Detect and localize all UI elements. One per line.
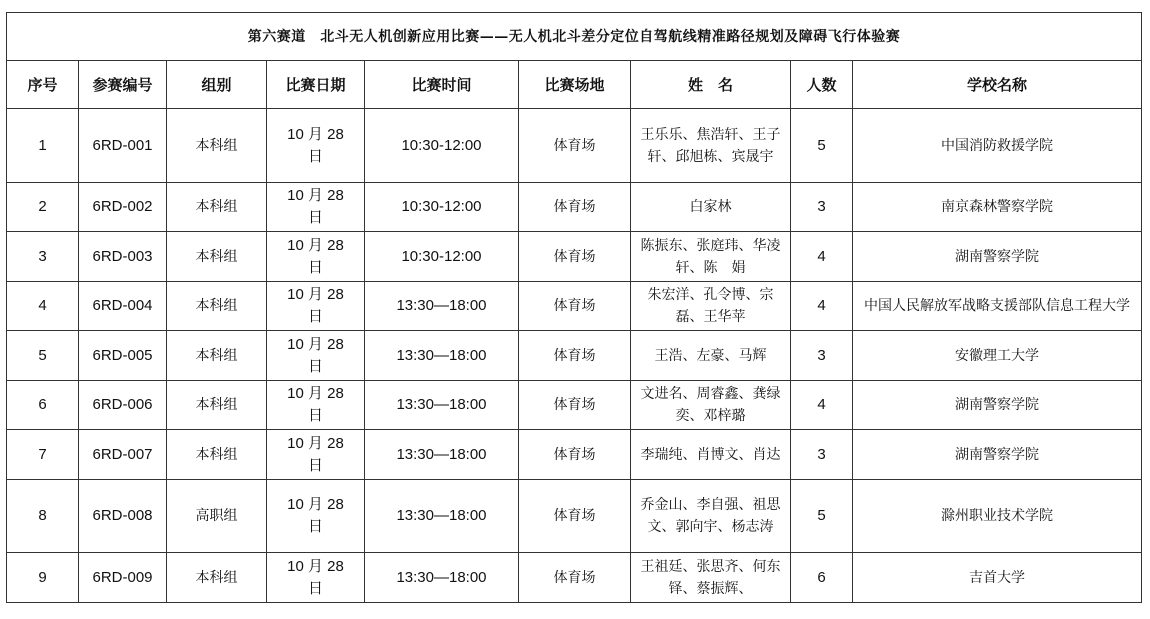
cell-names: 王祖廷、张思齐、何东铎、蔡振辉、	[631, 553, 791, 603]
cell-index: 4	[7, 282, 79, 331]
cell-time: 13:30—18:00	[365, 381, 519, 430]
cell-count: 3	[791, 430, 853, 480]
cell-time: 10:30-12:00	[365, 183, 519, 232]
cell-time: 13:30—18:00	[365, 480, 519, 553]
cell-count: 5	[791, 480, 853, 553]
cell-school: 湖南警察学院	[853, 232, 1142, 282]
cell-index: 8	[7, 480, 79, 553]
schedule-table	[6, 12, 1142, 603]
cell-names: 李瑞纯、肖博文、肖达	[631, 430, 791, 480]
cell-code: 6RD-009	[79, 553, 167, 603]
table-row	[7, 282, 1142, 331]
cell-school: 中国消防救援学院	[853, 109, 1142, 183]
cell-time: 10:30-12:00	[365, 109, 519, 183]
cell-names: 朱宏洋、孔令博、宗磊、王华苹	[631, 282, 791, 331]
cell-date: 10 月 28 日	[267, 480, 365, 553]
cell-index: 6	[7, 381, 79, 430]
table-row	[7, 381, 1142, 430]
cell-count: 6	[791, 553, 853, 603]
cell-code: 6RD-005	[79, 331, 167, 381]
cell-names: 白家林	[631, 183, 791, 232]
cell-venue: 体育场	[519, 232, 631, 282]
cell-school: 湖南警察学院	[853, 381, 1142, 430]
cell-school: 滁州职业技术学院	[853, 480, 1142, 553]
cell-school: 中国人民解放军战略支援部队信息工程大学	[853, 282, 1142, 331]
header-time: 比赛时间	[365, 61, 519, 109]
cell-names: 王浩、左豪、马辉	[631, 331, 791, 381]
cell-index: 7	[7, 430, 79, 480]
table-row	[7, 553, 1142, 603]
cell-names: 文进名、周睿鑫、龚绿奕、邓梓璐	[631, 381, 791, 430]
cell-date: 10 月 28 日	[267, 282, 365, 331]
table-row	[7, 480, 1142, 553]
cell-venue: 体育场	[519, 553, 631, 603]
table-title: 第六赛道 北斗无人机创新应用比赛——无人机北斗差分定位自驾航线精准路径规划及障碍飞行体验赛	[7, 13, 1142, 61]
table-row	[7, 183, 1142, 232]
cell-venue: 体育场	[519, 480, 631, 553]
cell-names: 乔金山、李自强、祖思文、郭向宇、杨志涛	[631, 480, 791, 553]
cell-venue: 体育场	[519, 282, 631, 331]
header-row	[7, 61, 1142, 109]
table-row	[7, 430, 1142, 480]
cell-group: 本科组	[167, 331, 267, 381]
cell-code: 6RD-006	[79, 381, 167, 430]
cell-names: 王乐乐、焦浩轩、王子轩、邱旭栋、宾晟宇	[631, 109, 791, 183]
table-row	[7, 232, 1142, 282]
header-school: 学校名称	[853, 61, 1142, 109]
cell-venue: 体育场	[519, 381, 631, 430]
cell-date: 10 月 28 日	[267, 381, 365, 430]
cell-school: 安徽理工大学	[853, 331, 1142, 381]
cell-venue: 体育场	[519, 331, 631, 381]
cell-time: 13:30—18:00	[365, 430, 519, 480]
cell-school: 吉首大学	[853, 553, 1142, 603]
cell-school: 湖南警察学院	[853, 430, 1142, 480]
header-date: 比赛日期	[267, 61, 365, 109]
cell-index: 9	[7, 553, 79, 603]
table-row	[7, 109, 1142, 183]
title-row	[7, 13, 1142, 61]
cell-count: 4	[791, 282, 853, 331]
cell-venue: 体育场	[519, 109, 631, 183]
cell-time: 13:30—18:00	[365, 282, 519, 331]
cell-index: 3	[7, 232, 79, 282]
cell-code: 6RD-008	[79, 480, 167, 553]
header-count: 人数	[791, 61, 853, 109]
cell-code: 6RD-002	[79, 183, 167, 232]
cell-school: 南京森林警察学院	[853, 183, 1142, 232]
cell-count: 5	[791, 109, 853, 183]
cell-count: 3	[791, 183, 853, 232]
cell-index: 5	[7, 331, 79, 381]
header-names: 姓 名	[631, 61, 791, 109]
cell-code: 6RD-003	[79, 232, 167, 282]
cell-venue: 体育场	[519, 183, 631, 232]
cell-count: 4	[791, 381, 853, 430]
schedule-sheet	[6, 12, 1141, 603]
cell-group: 高职组	[167, 480, 267, 553]
cell-group: 本科组	[167, 109, 267, 183]
table-row	[7, 331, 1142, 381]
cell-time: 13:30—18:00	[365, 331, 519, 381]
cell-group: 本科组	[167, 381, 267, 430]
cell-group: 本科组	[167, 183, 267, 232]
cell-group: 本科组	[167, 282, 267, 331]
cell-date: 10 月 28 日	[267, 109, 365, 183]
cell-index: 2	[7, 183, 79, 232]
cell-date: 10 月 28 日	[267, 430, 365, 480]
cell-group: 本科组	[167, 553, 267, 603]
cell-time: 13:30—18:00	[365, 553, 519, 603]
cell-date: 10 月 28 日	[267, 232, 365, 282]
cell-names: 陈振东、张庭玮、华凌轩、陈 娟	[631, 232, 791, 282]
cell-time: 10:30-12:00	[365, 232, 519, 282]
cell-code: 6RD-007	[79, 430, 167, 480]
cell-date: 10 月 28 日	[267, 331, 365, 381]
cell-code: 6RD-001	[79, 109, 167, 183]
cell-venue: 体育场	[519, 430, 631, 480]
header-group: 组别	[167, 61, 267, 109]
cell-group: 本科组	[167, 430, 267, 480]
cell-count: 4	[791, 232, 853, 282]
cell-group: 本科组	[167, 232, 267, 282]
cell-date: 10 月 28 日	[267, 183, 365, 232]
cell-count: 3	[791, 331, 853, 381]
header-venue: 比赛场地	[519, 61, 631, 109]
header-code: 参赛编号	[79, 61, 167, 109]
cell-code: 6RD-004	[79, 282, 167, 331]
header-index: 序号	[7, 61, 79, 109]
cell-date: 10 月 28 日	[267, 553, 365, 603]
cell-index: 1	[7, 109, 79, 183]
